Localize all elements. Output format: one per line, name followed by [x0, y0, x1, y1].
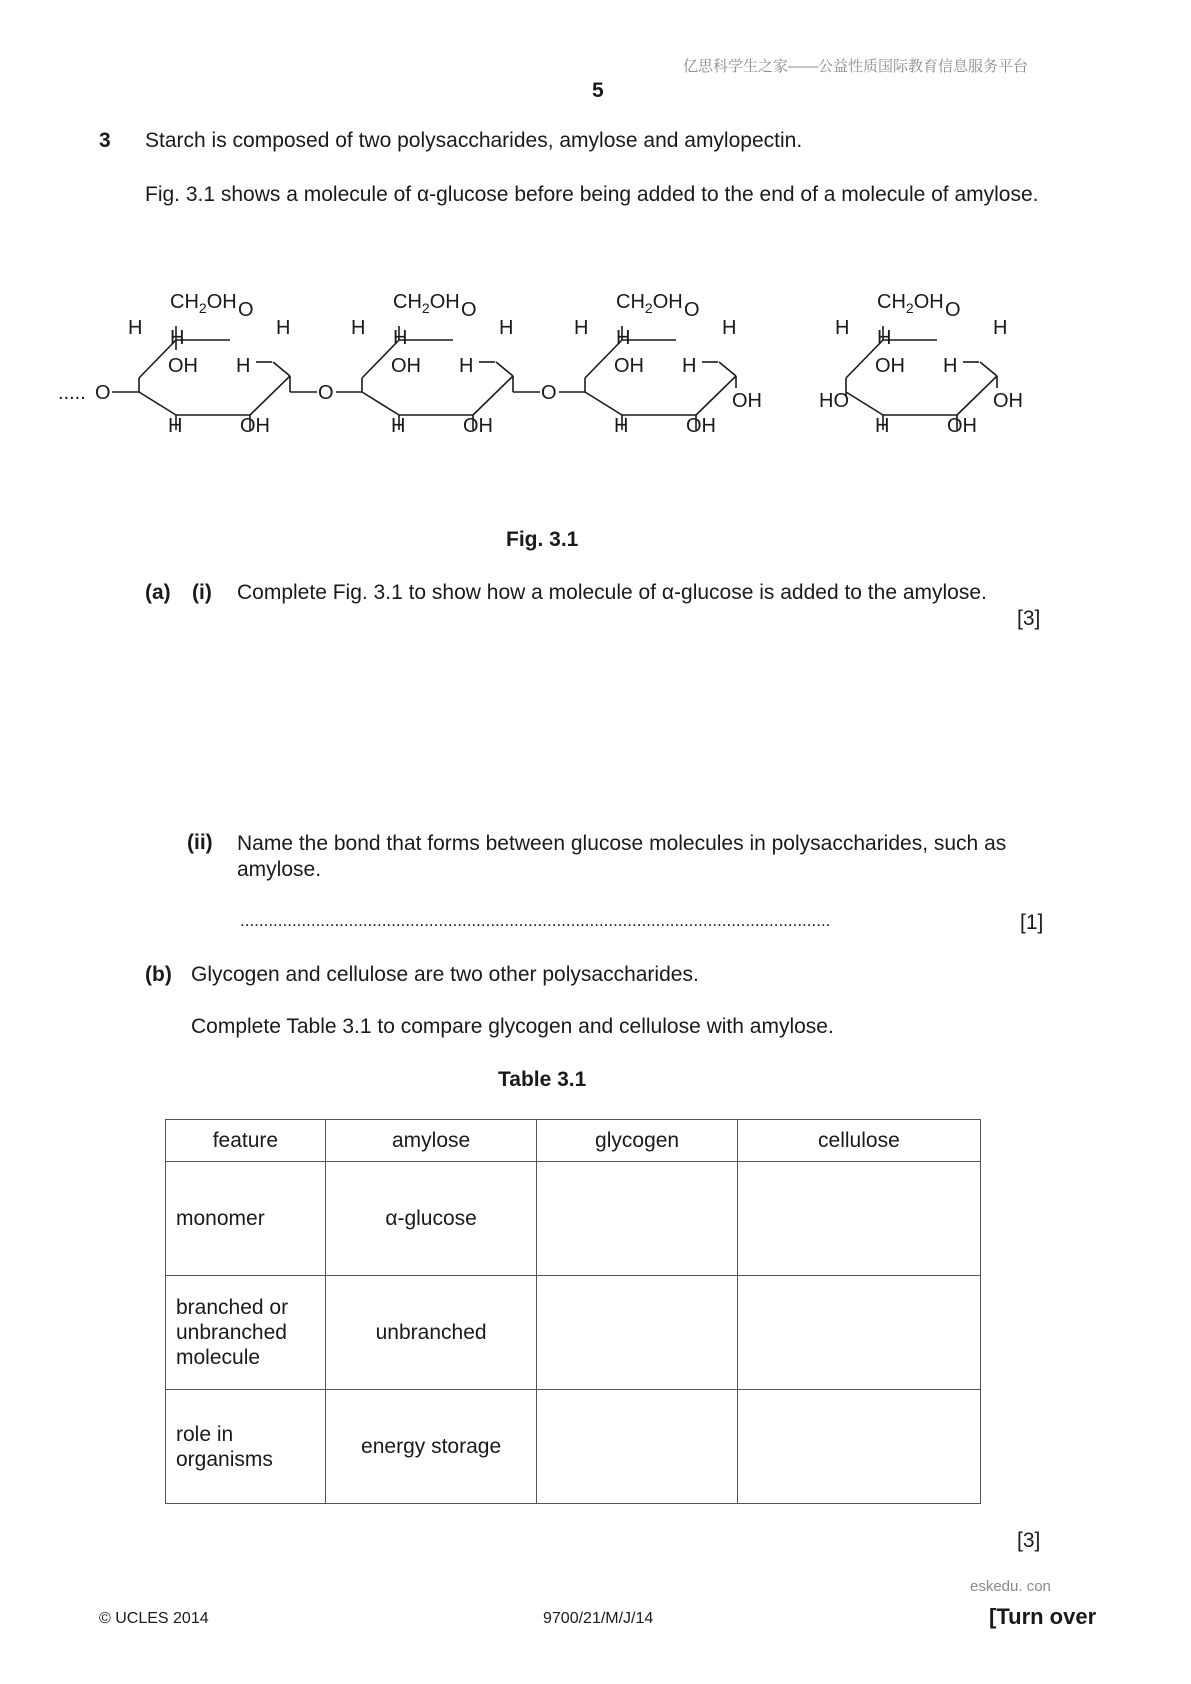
header-cellulose: cellulose — [737, 1120, 980, 1162]
part-b-label: (b) — [145, 963, 172, 986]
svg-text:OH: OH — [614, 355, 644, 377]
svg-text:H: H — [614, 415, 629, 437]
table-caption: Table 3.1 — [498, 1068, 587, 1091]
svg-text:OH: OH — [168, 355, 198, 377]
svg-text:H: H — [835, 317, 850, 339]
svg-text:OH: OH — [240, 415, 270, 437]
cellulose-answer-cell[interactable] — [737, 1390, 980, 1504]
svg-text:H: H — [351, 317, 366, 339]
question-number: 3 — [99, 129, 111, 152]
svg-text:CH2OH: $CH_2OH$ — [877, 291, 944, 316]
glucose-ring-3 — [574, 291, 762, 437]
figure-intro: Fig. 3.1 shows a molecule of α-glucose before being added to the end of a molecule of amylose. — [145, 183, 1039, 206]
svg-text:H: H — [574, 317, 589, 339]
glycosidic-o-2: O — [541, 382, 557, 404]
svg-text:OH: OH — [391, 355, 421, 377]
svg-text:H: H — [993, 317, 1008, 339]
svg-text:H: H — [943, 355, 958, 377]
figure-caption: Fig. 3.1 — [506, 528, 579, 551]
feature-cell: role in organisms — [166, 1390, 326, 1504]
cellulose-answer-cell[interactable] — [737, 1276, 980, 1390]
site-watermark: eskedu. con — [970, 1578, 1051, 1595]
part-a-label: (a) — [145, 581, 171, 604]
glucose-ring-1 — [128, 291, 290, 437]
svg-text:OH: OH — [993, 390, 1023, 412]
feature-cell: branched or unbranched molecule — [166, 1276, 326, 1390]
copyright: © UCLES 2014 — [99, 1610, 209, 1627]
paper-code: 9700/21/M/J/14 — [543, 1610, 654, 1627]
watermark-text: 亿思科学生之家——公益性质国际教育信息服务平台 — [683, 58, 1029, 75]
svg-text:CH2OH: $CH_2OH$ — [393, 291, 460, 316]
svg-text:H: H — [722, 317, 737, 339]
svg-text:H: H — [393, 327, 408, 349]
svg-text:OH: OH — [732, 390, 762, 412]
comparison-table — [165, 1119, 981, 1504]
header-feature: feature — [166, 1120, 326, 1162]
svg-text:O: O — [684, 299, 700, 321]
part-a-ii-answer-line[interactable]: ............................................................................................................................. — [240, 911, 831, 930]
glycosidic-o-1: O — [318, 382, 334, 404]
part-a-ii-text: Name the bond that forms between glucose molecules in polysaccharides, such as amylose. — [237, 832, 1007, 881]
part-b-text-2: Complete Table 3.1 to compare glycogen and cellulose with amylose. — [191, 1015, 834, 1038]
table-header-row — [166, 1120, 981, 1162]
table-row — [166, 1390, 981, 1504]
part-a-ii-marks: [1] — [1020, 911, 1044, 934]
part-a-i-marks: [3] — [1017, 607, 1041, 630]
table-row — [166, 1276, 981, 1390]
header-amylose: amylose — [325, 1120, 537, 1162]
svg-text:H: H — [877, 327, 892, 349]
part-b-marks: [3] — [1017, 1529, 1041, 1552]
feature-cell: monomer — [166, 1162, 326, 1276]
svg-text:H: H — [875, 415, 890, 437]
svg-text:OH: OH — [875, 355, 905, 377]
free-alpha-glucose — [819, 291, 1023, 437]
svg-text:H: H — [616, 327, 631, 349]
svg-text:H: H — [459, 355, 474, 377]
glucose-chain — [58, 291, 762, 437]
svg-text:O: O — [461, 299, 477, 321]
svg-text:OH: OH — [463, 415, 493, 437]
part-a-i-label: (i) — [192, 581, 212, 604]
svg-text:H: H — [236, 355, 251, 377]
svg-text:H: H — [128, 317, 143, 339]
amylose-structure-figure — [0, 280, 1191, 480]
part-a-ii-label: (ii) — [187, 831, 213, 854]
amylose-cell: unbranched — [325, 1276, 537, 1390]
table-row — [166, 1162, 981, 1276]
svg-text:O: O — [238, 299, 254, 321]
question-intro: Starch is composed of two polysaccharides, amylose and amylopectin. — [145, 129, 803, 152]
amylose-cell: α-glucose — [325, 1162, 537, 1276]
turn-over: [Turn over — [989, 1604, 1097, 1629]
svg-text:H: H — [276, 317, 291, 339]
part-b-text-1: Glycogen and cellulose are two other polysaccharides. — [191, 963, 699, 986]
svg-text:CH2OH: $CH_2OH$ — [170, 291, 237, 316]
page-number: 5 — [592, 79, 604, 102]
chain-start-dots: ..... — [58, 382, 86, 404]
svg-text:O: O — [945, 299, 961, 321]
amylose-cell: energy storage — [325, 1390, 537, 1504]
svg-text:CH2OH: $CH_2OH$ — [616, 291, 683, 316]
svg-text:OH: OH — [947, 415, 977, 437]
svg-text:H: H — [168, 415, 183, 437]
cellulose-answer-cell[interactable] — [737, 1162, 980, 1276]
glycogen-answer-cell[interactable] — [537, 1390, 737, 1504]
glycosidic-o-start: O — [95, 382, 111, 404]
svg-text:OH: OH — [686, 415, 716, 437]
svg-text:H: H — [391, 415, 406, 437]
part-a-i-text: Complete Fig. 3.1 to show how a molecule of α-glucose is added to the amylose. — [237, 581, 987, 604]
header-glycogen: glycogen — [537, 1120, 737, 1162]
svg-text:H: H — [499, 317, 514, 339]
svg-text:H: H — [682, 355, 697, 377]
glucose-ring-2 — [351, 291, 513, 437]
glycogen-answer-cell[interactable] — [537, 1162, 737, 1276]
svg-text:HO: HO — [819, 390, 849, 412]
glycogen-answer-cell[interactable] — [537, 1276, 737, 1390]
svg-text:H: H — [170, 327, 185, 349]
